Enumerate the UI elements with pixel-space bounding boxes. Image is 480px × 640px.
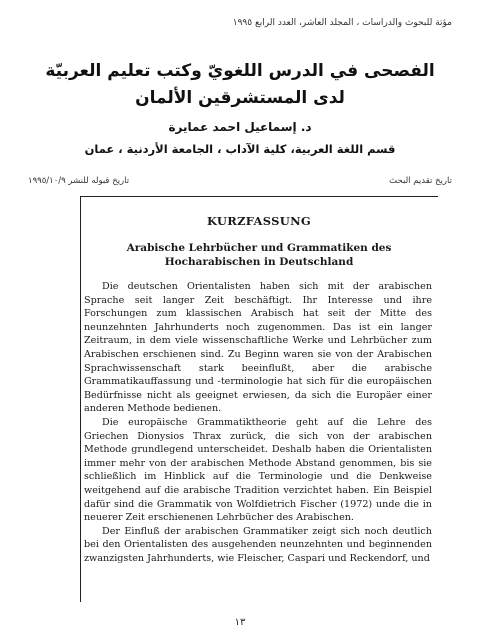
author-name: د. إسماعيل احمد عمايرة xyxy=(168,120,312,134)
article-title-line-1: الفصحى في الدرس اللغويّ وكتب تعليم العربيّة xyxy=(45,61,435,81)
submission-date: تاريخ تقديم البحث xyxy=(389,176,452,186)
abstract-paragraph-1: Die deutschen Orientalisten haben sich mit der arabischen Sprache seit langer Zeit beschäftigt. Ihr Interesse und ihre Forschungen zum klassischen Arabisch hat seit der Mitte des neunzehnten Jahrhunderts noch zugenommen. Das ist ein langer Zeitraum, in dem viele wissenschaftliche Werke und Lehrbücher zum Arabischen erschienen sind. Zu Beginn waren sie von der Arabischen Sprachwissenschaft stark beeinflußt, aber die arabische Grammatikauffassung und -terminologie hat sich für die europäischen Bedürfnisse nicht als geeignet erwiesen, da sich die Europäer einer anderen Methode bedienen. xyxy=(84,281,432,415)
abstract-paragraph-2: Die europäische Grammatiktheorie geht auf die Lehre des Griechen Dionysios Thrax zurück, die sich von der arabischen Methode grundlegend unterscheidet. Deshalb haben die Orientalisten immer mehr von der arabischen Methode Abstand genommen, bis sie schließlich im Hinblick auf die Terminologie und die Denkweise weitgehend auf die arabische Tradition verzichtet haben. Ein Beispiel dafür sind die Grammatik von Wolfdietrich Fischer (1972) unde die in neuerer Zeit erschienenen Lehrbücher des Arabischen. xyxy=(84,416,432,524)
journal-header: مؤتة للبحوث والدراسات ، المجلد العاشر، العدد الرابع ١٩٩٥ xyxy=(232,18,452,28)
abstract-paragraph-3: Der Einfluß der arabischen Grammatiker zeigt sich noch deutlich bei den Orientalisten des ausgehenden neunzehnten und beginnenden zwanzigsten Jahrhunderts, wie Fleischer, Caspari und Reckendorf, und xyxy=(84,525,432,564)
article-dates xyxy=(28,176,452,190)
abstract-heading: KURZFASSUNG xyxy=(207,214,311,228)
author-affiliation: قسم اللغة العربية، كلية الآداب ، الجامعة الأردنية ، عمان xyxy=(84,142,396,156)
abstract-box xyxy=(84,200,434,598)
acceptance-date: تاريخ قبوله للنشر ١٩٩٥/١٠/٩ xyxy=(28,176,130,186)
article-title xyxy=(28,58,452,112)
abstract-subtitle: Arabische Lehrbücher und Grammatiken des Hocharabischen in Deutschland xyxy=(126,242,392,268)
page-number: ١٣ xyxy=(234,617,246,628)
article-title-line-2: لدى المستشرقين الألمان xyxy=(135,88,345,108)
